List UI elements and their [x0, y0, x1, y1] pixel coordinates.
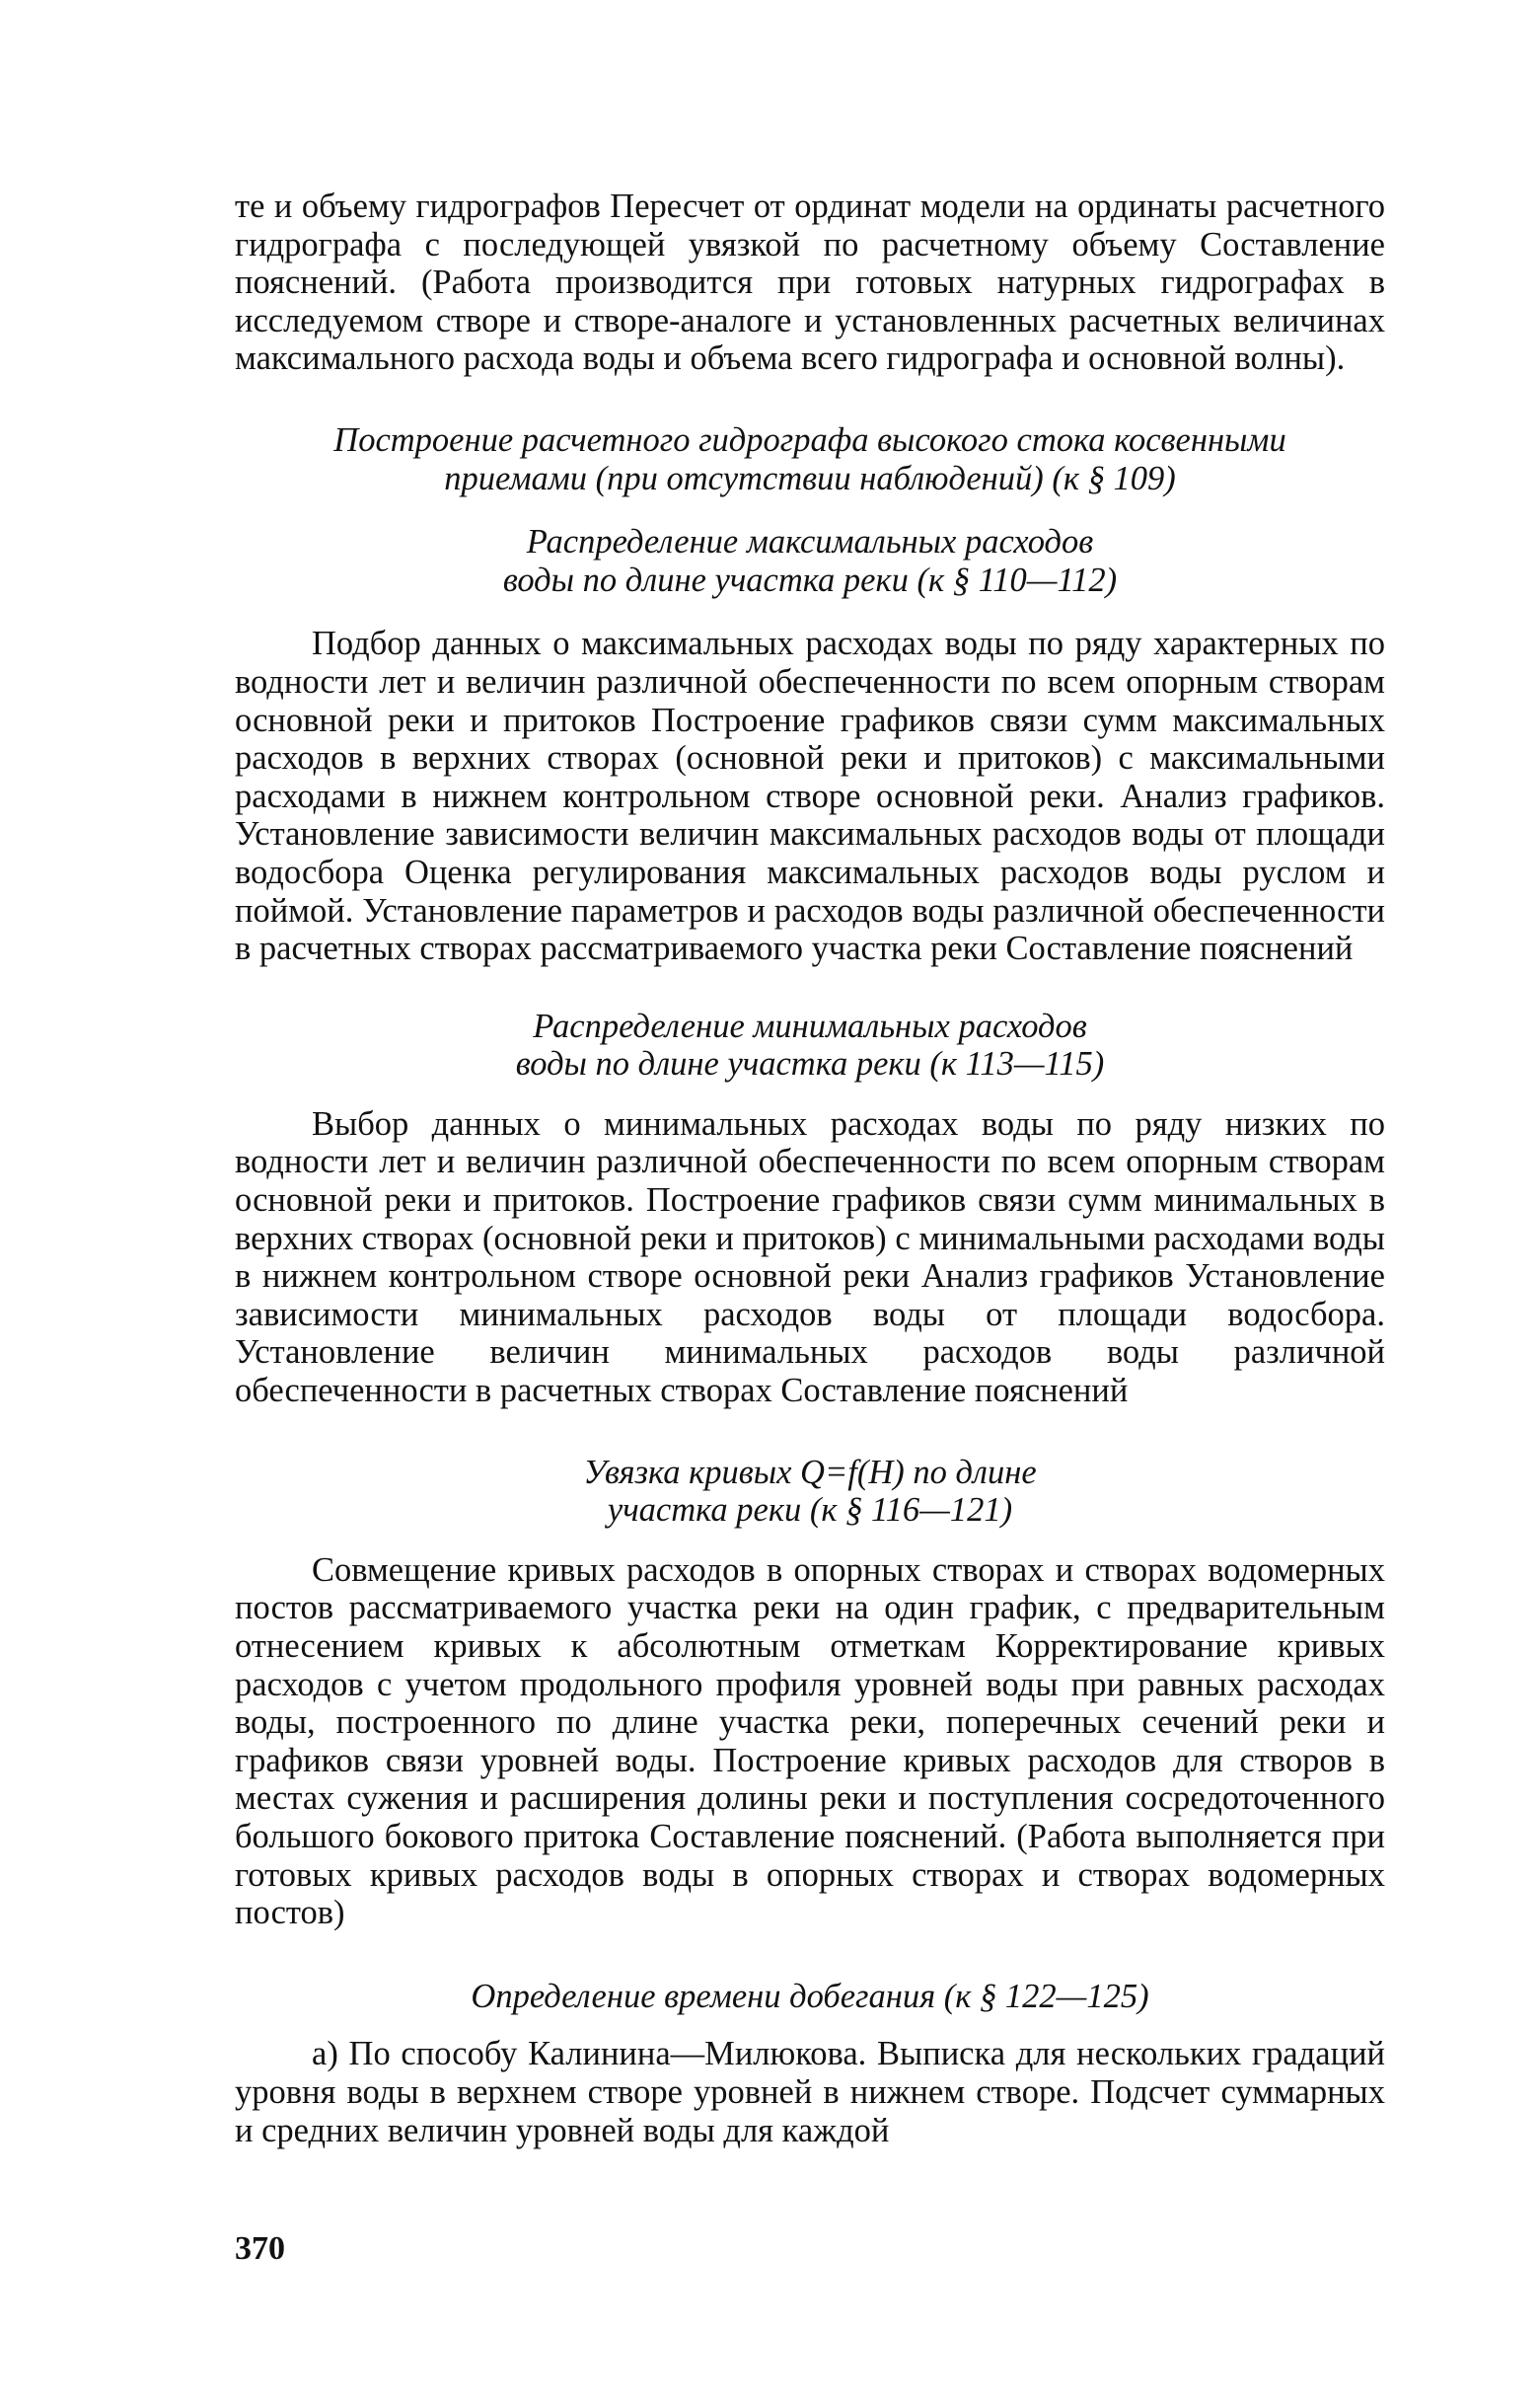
- heading-line: Построение расчетного гидрографа высокого стока косвенными: [333, 420, 1286, 459]
- section-heading-rating-curves: [235, 1454, 1385, 1530]
- section-heading-design-hydrograph: [235, 421, 1385, 497]
- heading-line: участка реки (к § 116—121): [607, 1491, 1013, 1530]
- heading-line: воды по длине участка реки (к 113—115): [515, 1045, 1105, 1084]
- heading-line: приемами (при отсутствии наблюдений) (к § 109): [444, 459, 1176, 497]
- heading-line: Определение времени добегания (к § 122—125): [471, 1977, 1149, 2015]
- heading-line: Распределение минимальных расходов: [533, 1007, 1087, 1045]
- heading-line: Увязка кривых Q=f(H) по длине: [583, 1453, 1037, 1491]
- paragraph-min-discharge: Выбор данных о минимальных расходах воды по ряду низких по водности лет и величин различной обеспеченности по всем опорным створам основной реки и притоков. Построение графиков связи сумм минимальных в верхних створах (основной реки и притоков) с минимальными расходами воды в нижнем контрольном створе основной реки Анализ графиков Установление зависимости минимальных расходов воды от площади водосбора. Установление величин минимальных расходов воды различной обеспеченности в расчетных створах Составление пояснений: [235, 1104, 1385, 1410]
- heading-line: Распределение максимальных расходов: [526, 523, 1094, 562]
- page-number: 370: [235, 2230, 285, 2267]
- section-heading-max-discharge: [235, 523, 1385, 599]
- heading-line: воды по длине участка реки (к § 110—112): [502, 561, 1118, 599]
- page-body: [235, 188, 1385, 2149]
- paragraph-kalinin-milyukov: а) По способу Калинина—Милюкова. Выписка для нескольких градаций уровня воды в верхнем створе уровней в нижнем створе. Подсчет суммарных и средних величин уровней воды для каждой: [235, 2035, 1385, 2149]
- paragraph-hydrograph-end: те и объему гидрографов Пересчет от ординат модели на ординаты расчетного гидрографа с последующей увязкой по расчетному объему Составление пояснений. (Работа производится при готовых натурных гидрографах в исследуемом створе и створе-аналоге и установленных расчетных величинах максимального расхода воды и объема всего гидрографа и основной волны).: [235, 188, 1385, 378]
- paragraph-rating-curves: Совмещение кривых расходов в опорных створах и створах водомерных постов рассматриваемого участка реки на один график, с предварительным отнесением кривых к абсолютным отметкам Корректирование кривых расходов с учетом продольного профиля уровней воды при равных расходах воды, построенного по длине участка реки, поперечных сечений реки и графиков связи уровней воды. Построение кривых расходов для створов в местах сужения и расширения долины реки и поступления сосредоточенного большого бокового притока Составление пояснений. (Работа выполняется при готовых кривых расходов воды в опорных створах и створах водомерных постов): [235, 1550, 1385, 1932]
- section-heading-min-discharge: [235, 1008, 1385, 1084]
- section-heading-travel-time: [235, 1978, 1385, 2016]
- paragraph-max-discharge: Подбор данных о максимальных расходах воды по ряду характерных по водности лет и величин различной обеспеченности по всем опорным створам основной реки и притоков Построение графиков связи сумм максимальных расходов в верхних створах (основной реки и притоков) с максимальными расходами в нижнем контрольном створе основной реки. Анализ графиков. Установление зависимости величин максимальных расходов воды от площади водосбора Оценка регулирования максимальных расходов воды руслом и поймой. Установление параметров и расходов воды различной обеспеченности в расчетных створах рассматриваемого участка реки Составление пояснений: [235, 625, 1385, 968]
